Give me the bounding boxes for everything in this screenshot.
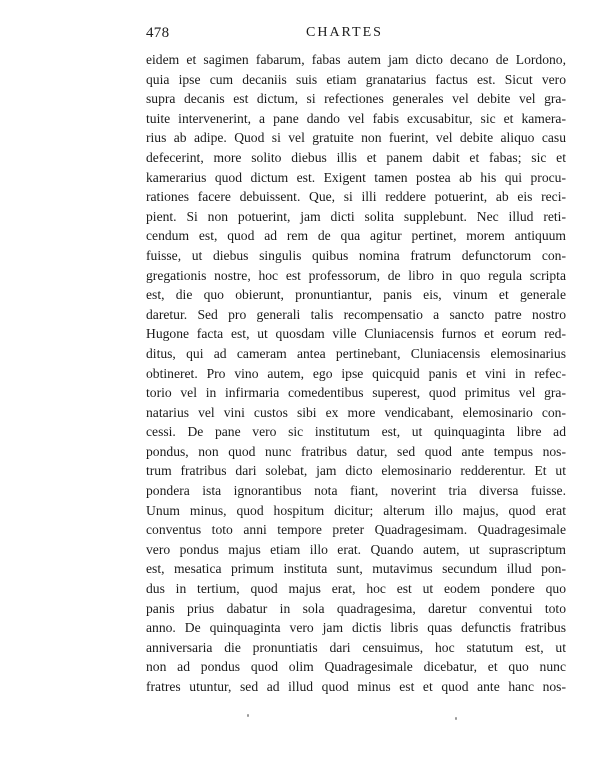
text-line: fuisse, ut diebus singulis quibus nomina fratrum defunctorum con-	[146, 247, 566, 263]
page-header	[146, 25, 566, 45]
text-line: anniversaria die pronuntiatis dari censuimus, hoc statutum est, ut	[146, 639, 566, 655]
text-line: non ad pondus quod olim Quadragesimale dicebatur, et quo nunc	[146, 659, 566, 675]
text-line: dus in tertium, quod majus erat, hoc est ut eodem pondere quo	[146, 581, 566, 597]
text-line: rationes facere debuissent. Que, si illi reddere potuerint, ab eis reci-	[146, 189, 566, 205]
text-line: Unum minus, quod hospitum dicitur; alterum illo majus, quod erat	[146, 502, 566, 518]
running-title: CHARTES	[306, 25, 383, 40]
text-line: cendum est, quod ad rem de qua agitur pertinet, morem antiquum	[146, 228, 566, 244]
text-line: est, mesatica primum instituta sunt, mutavimus secundum illud pon-	[146, 561, 566, 577]
text-line: tuite intervenerint, a pane dando vel fabis excusabitur, sic et kamera-	[146, 110, 566, 126]
text-line: pondera ista ignorantibus nota fiant, noverint tria diversa fuisse.	[146, 483, 566, 499]
text-line: kamerarius quod dictum est. Exigent tamen postea ab his qui procu-	[146, 169, 566, 185]
body-text	[146, 50, 566, 697]
paper-speck	[455, 717, 457, 720]
text-line: pondus, non quod nunc fratribus datur, sed quod ante tempus nos-	[146, 443, 566, 459]
paper-speck	[247, 714, 249, 717]
text-line: anno. De quinquaginta vero jam dictis libris quas defunctis fratribus	[146, 620, 566, 636]
text-line: natarius vel vini custos sibi ex more vendicabant, elemosinario con-	[146, 404, 566, 420]
text-line: est, die quo obierunt, pronuntiantur, panis eis, vinum et generale	[146, 287, 566, 303]
text-line: quia ipse cum decaniis suis etiam granatarius factus est. Sicut vero	[146, 71, 566, 87]
text-line: supra decanis est dictum, si refectiones generales vel debite vel gra-	[146, 91, 566, 107]
text-line: gregationis nostre, hoc est professorum, de libro in quo regula scripta	[146, 267, 566, 283]
text-line: conventus toto anni tempore preter Quadragesimam. Quadragesimale	[146, 522, 566, 538]
text-line: cessi. De pane vero sic institutum est, ut quinquaginta libre ad	[146, 424, 566, 440]
text-line: obtineret. Pro vino autem, ego ipse quicquid panis et vini in refec-	[146, 365, 566, 381]
text-line: panis prius dabatur in sola quadragesima, daretur conventui toto	[146, 600, 566, 616]
text-line: eidem et sagimen fabarum, fabas autem jam dicto decano de Lordono,	[146, 52, 566, 67]
text-line: torio vel in infirmaria comedentibus superest, quod primitus vel gra-	[146, 385, 566, 401]
page-number: 478	[146, 25, 170, 41]
text-line: ditus, qui ad cameram antea pertinebant, Cluniacensis elemosinarius	[146, 345, 566, 361]
text-line: pient. Si non potuerint, jam dicti solita supplebunt. Nec illud reti-	[146, 208, 566, 224]
text-line: trum fratribus dari solebat, jam dicto elemosinario redderentur. Et ut	[146, 463, 566, 479]
text-line: Hugone facta est, ut quosdam ville Cluniacensis furnos et eorum red-	[146, 326, 566, 342]
text-line: rius ab adipe. Quod si vel gratuite non fuerint, vel debite aliquo casu	[146, 130, 566, 146]
text-line: defecerint, more solito diebus illis et panem dabit et fabas; sic et	[146, 149, 566, 165]
text-line: daretur. Sed pro generali talis recompensatio a sancto patre nostro	[146, 306, 566, 322]
text-line: vero pondus majus etiam illo erat. Quando autem, ut suprascriptum	[146, 541, 566, 557]
text-line: fratres utuntur, sed ad illud quod minus est et quod ante hanc nos-	[146, 679, 566, 694]
